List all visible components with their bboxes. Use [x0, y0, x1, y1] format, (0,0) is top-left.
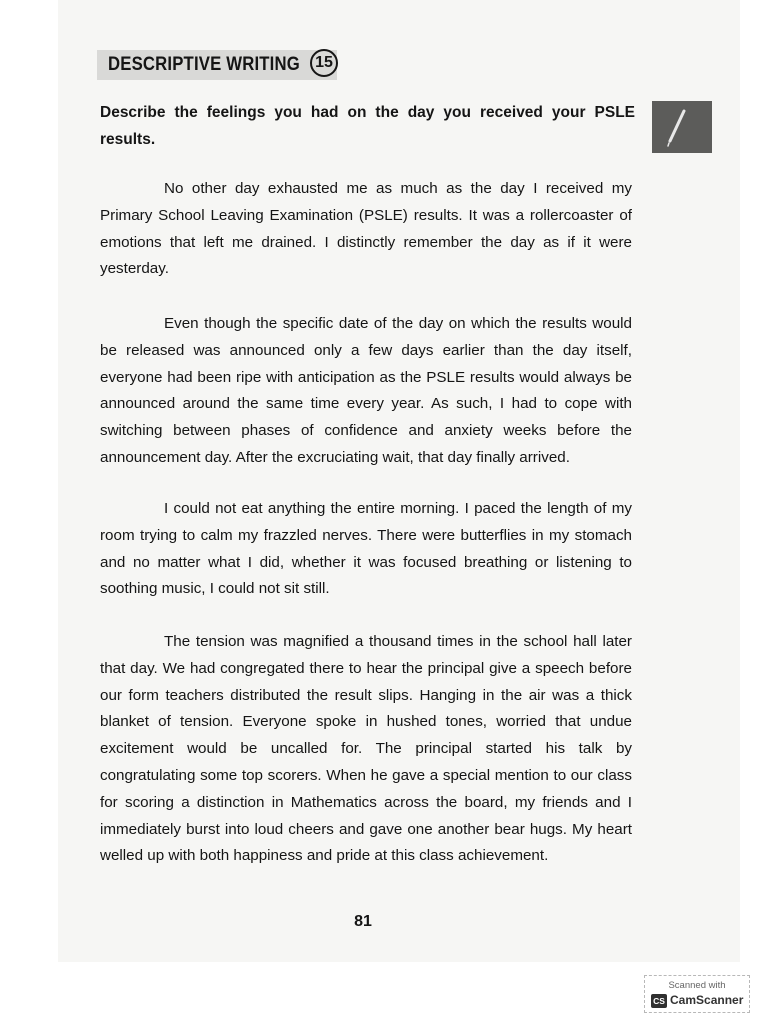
side-tab	[652, 101, 712, 153]
writing-prompt: Describe the feelings you had on the day you received your PSLE results.	[100, 104, 635, 148]
camscanner-logo-icon: CS	[651, 994, 667, 1008]
scanner-brand: CamScanner	[670, 993, 744, 1007]
page-number: 81	[354, 913, 372, 930]
paragraph-4: The tension was magnified a thousand times in the school hall later that day. We had congregated there to hear the principal give a speech before our form teachers distributed the result slips. Hanging in the air was a thick blanket of tension. Everyone spoke in hushed tones, worried that undue excitement would be uncalled for. The principal started his talk by congratulating some top scorers. When he gave a special mention to our class for scoring a distinction in Mathematics across the board, my friends and I immediately burst into loud cheers and gave one another bear hugs. My heart welled up with both happiness and pride at this class achievement.	[100, 633, 632, 865]
paragraph-1: No other day exhausted me as much as the day I received my Primary School Leaving Examination (PSLE) results. It was a rollercoaster of emotions that left me drained. I distinctly remember the day as if it were yesterday.	[100, 180, 632, 278]
pen-icon	[652, 101, 712, 153]
paragraph-3: I could not eat anything the entire morning. I paced the length of my room trying to calm my frazzled nerves. There were butterflies in my stomach and no matter what I did, whether it was focused breathing or listening to soothing music, I could not sit still.	[100, 500, 632, 598]
paragraph-2: Even though the specific date of the day on which the results would be released was announced only a few days earlier than the day itself, everyone had been ripe with anticipation as the PSLE results would always be announced around the same time every year. As such, I had to cope with switching between phases of confidence and anxiety weeks before the announcement day. After the excruciating wait, that day finally arrived.	[100, 315, 632, 466]
section-number-badge: 15	[310, 49, 338, 77]
scanner-watermark	[644, 975, 750, 1013]
section-title: DESCRIPTIVE WRITING	[108, 54, 300, 75]
scanner-caption: Scanned with	[668, 980, 726, 991]
